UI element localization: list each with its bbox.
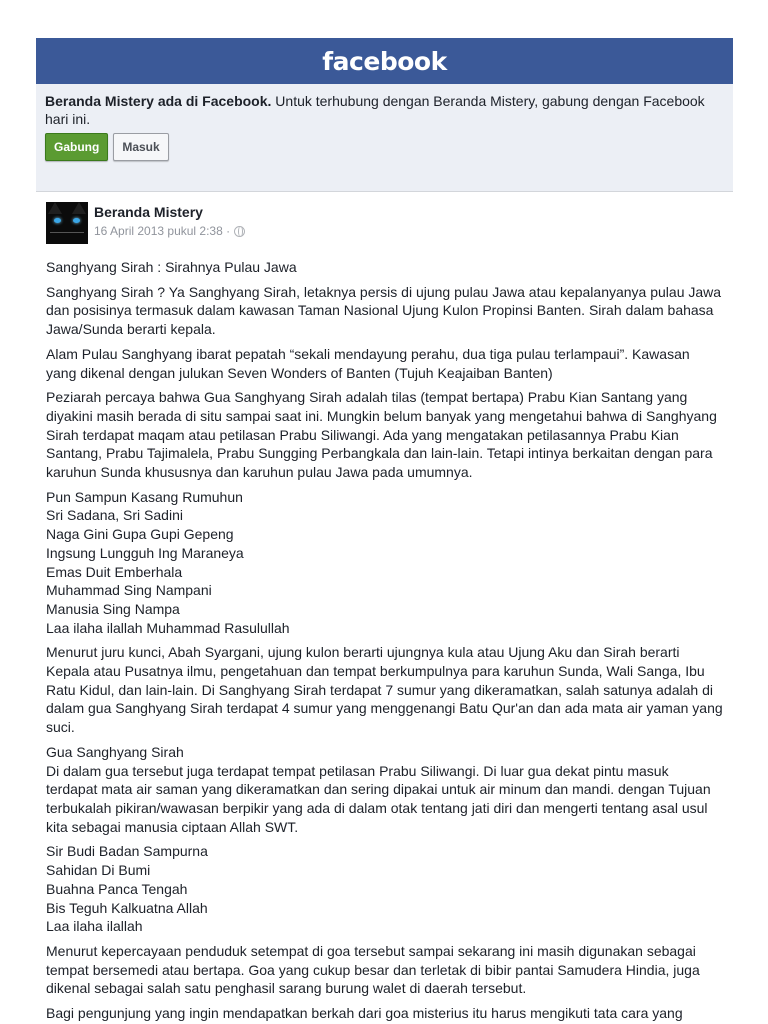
post-paragraph: Sir Budi Badan Sampurna Sahidan Di Bumi Buahna Panca Tengah Bis Teguh Kalkuatna Allah Laa ilaha ilallah [46, 843, 208, 935]
avatar-ear [48, 202, 62, 214]
post-timestamp[interactable]: 16 April 2013 pukul 2:38 · [94, 224, 231, 238]
post-paragraph: Alam Pulau Sanghyang ibarat pepatah “sekali mendayung perahu, dua tiga pulau terlampaui”. Kawasan yang dikenal dengan julukan Seven Wonders of Banten (Tujuh Keajaiban Banten) [46, 345, 690, 381]
facebook-page [36, 38, 733, 1024]
login-button[interactable]: Masuk [113, 133, 168, 161]
post-author[interactable]: Beranda Mistery [94, 204, 203, 220]
post-meta [94, 202, 245, 239]
post-paragraph: Bagi pengunjung yang ingin mendapatkan berkah dari goa misterius itu harus mengikuti tata cara yang [46, 1005, 683, 1022]
avatar-ear [72, 202, 86, 214]
join-message [45, 92, 724, 128]
post-paragraph: Menurut kepercayaan penduduk setempat di goa tersebut sampai sekarang ini masih digunakan sebagai tempat bersemedi atau bertapa. Goa yang cukup besar dan terletak di bibir pantai Samudera Hindia, juga dikenal sebagai salah satu penghasil sarang burung walet di daerah tersebut. [46, 942, 700, 997]
avatar-eye [54, 218, 61, 223]
post-paragraph: Pun Sampun Kasang Rumuhun Sri Sadana, Sri Sadini Naga Gini Gupa Gupi Gepeng Ingsung Lungguh Ing Maraneya Emas Duit Emberhala Muhammad Sing Nampani Manusia Sing Nampa Laa ilaha ilallah Muhammad Rasulullah [46, 488, 290, 636]
avatar[interactable] [46, 202, 88, 244]
post-header [46, 202, 723, 258]
join-buttons [45, 133, 724, 161]
avatar-whisker [50, 232, 84, 233]
join-message-text: Untuk terhubung dengan Beranda Mistery, gabung dengan Facebook hari ini. [45, 93, 705, 127]
post-paragraph: Gua Sanghyang Sirah Di dalam gua tersebut juga terdapat tempat petilasan Prabu Siliwangi. Di luar gua dekat pintu masuk terdapat mata air saman yang dikeramatkan dan sering dipakai untuk air minum dan mandi. dengan Tujuan terbukalah pikiran/wawasan berpikir yang ada di dalam otak tentang jati diri dan mengerti tentang asal usul kita sebagai manusia ciptaan Allah SWT. [46, 743, 711, 835]
facebook-logo[interactable]: facebook [322, 46, 447, 76]
post-paragraph: Sanghyang Sirah ? Ya Sanghyang Sirah, letaknya persis di ujung pulau Jawa atau kepalanyanya pulau Jawa dan posisinya termasuk dalam kawasan Taman Nasional Ujung Kulon Propinsi Banten. Sirah dalam bahasa Jawa/Sunda berarti kepala. [46, 283, 722, 338]
post-paragraph: Sanghyang Sirah : Sirahnya Pulau Jawa [46, 259, 297, 275]
post [36, 192, 733, 1023]
post-body [46, 258, 723, 1023]
join-button[interactable]: Gabung [45, 133, 108, 161]
post-paragraph: Menurut juru kunci, Abah Syargani, ujung kulon berarti ujungnya kula atau Ujung Aku dan Sirah berarti Kepala atau Pusatnya ilmu, pengetahuan dan tempat berkumpulnya para karuhun Sunda, Wali Sanga, Ibu Ratu Kidul, dan lain-lain. Di Sanghyang Sirah terdapat 7 sumur yang dikeramatkan, salah satunya adalah di dalam gua Sanghyang Sirah terdapat 4 sumur yang menggenangi Batu Qur'an dan ada mata air yaman yang suci. [46, 644, 723, 736]
post-paragraph: Peziarah percaya bahwa Gua Sanghyang Sirah adalah tilas (tempat bertapa) Prabu Kian Santang yang diyakini masih berada di situ sampai saat ini. Mungkin belum banyak yang mengetahui bahwa di Sanghyang Sirah terdapat maqam atau petilasan Prabu Siliwangi. Ada yang mengatakan petilasannya Prabu Kian Santang, Prabu Tajimalela, Prabu Sungging Perbangkala dan lain-lain. Tetapi intinya berkaitan dengan para karuhun Sunda khususnya dan karuhun pulau Jawa pada umumnya. [46, 389, 717, 481]
top-bar [36, 38, 733, 84]
post-time-row [94, 223, 245, 239]
avatar-eye [73, 218, 80, 223]
join-banner [36, 84, 733, 192]
join-page-name[interactable]: Beranda Mistery ada di Facebook. [45, 93, 272, 109]
globe-icon [234, 226, 245, 237]
